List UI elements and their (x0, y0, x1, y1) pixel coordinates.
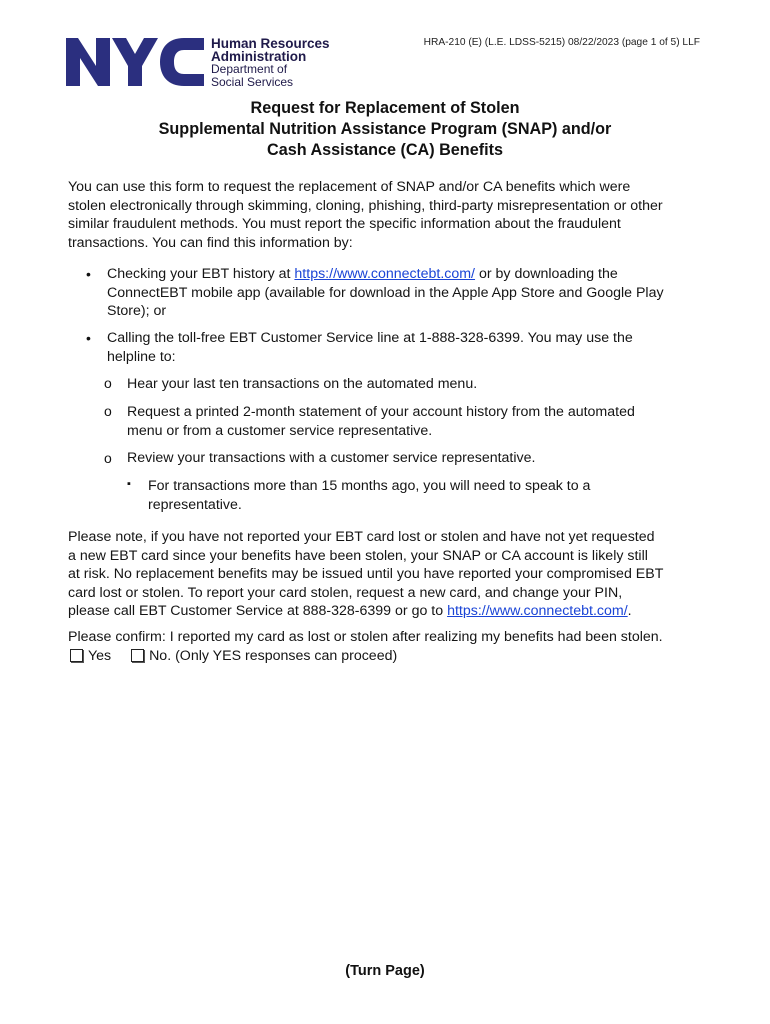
page-title (0, 98, 770, 161)
subsub-line-1: For transactions more than 15 months ago, you will need to speak to a (148, 478, 591, 494)
agency-line-1: Human Resources (211, 36, 330, 51)
sub-1-marker: o (104, 375, 112, 391)
sub-item-3: Review your transactions with a customer service representative. (127, 450, 536, 466)
bullet-1-text: Checking your EBT history at (107, 266, 295, 282)
dept-line-1: Department of (211, 62, 288, 76)
no-checkbox[interactable] (131, 649, 144, 662)
sub-2-marker: o (104, 403, 112, 419)
turn-page-label: (Turn Page) (345, 963, 425, 979)
connectebt-link[interactable]: https://www.connectebt.com/ (294, 266, 476, 282)
bullet-1-marker: • (86, 266, 91, 282)
form-code: HRA-210 (E) (L.E. LDSS-5215) 08/22/2023 (page 1 of 5) LLF (423, 37, 700, 48)
nyc-logo-mark (66, 34, 206, 90)
note-line-2: a new EBT card since your benefits have been stolen, your SNAP or CA account is likely still (68, 547, 648, 564)
sub-item-2-line-1: Request a printed 2-month statement of your account history from the automated (127, 404, 635, 420)
intro-paragraph (68, 178, 718, 252)
bullet-1-line-3: Store); or (107, 303, 167, 319)
bullet-1 (107, 265, 727, 321)
subsub-item (148, 477, 728, 514)
confirm-question: Please confirm: I reported my card as lost or stolen after realizing my benefits had been stolen. (68, 629, 663, 645)
bullet-2-line-2: helpline to: (107, 348, 176, 365)
note-line-3: at risk. No replacement benefits may be issued until you have reported your compromised EBT (68, 566, 664, 582)
confirm-options (70, 647, 670, 666)
note-line-1: Please note, if you have not reported your EBT card lost or stolen and have not yet requested (68, 529, 655, 545)
note-paragraph (68, 528, 728, 621)
subsub-marker: ▪ (127, 478, 131, 490)
intro-line-2: stolen electronically through skimming, cloning, phishing, third-party misrepresentation or other (68, 197, 663, 214)
note-line-5 (68, 602, 728, 621)
yes-checkbox[interactable] (70, 649, 83, 662)
intro-line-1: You can use this form to request the replacement of SNAP and/or CA benefits which were (68, 179, 631, 195)
bullet-1-line-1 (107, 265, 727, 284)
title-line-1: Request for Replacement of Stolen (250, 99, 520, 117)
sub-item-2-line-2: menu or from a customer service representative. (127, 422, 433, 439)
yes-label: Yes (88, 648, 112, 664)
bullet-1-line-2: ConnectEBT mobile app (available for download in the Apple App Store and Google Play (107, 284, 664, 301)
connectebt-link-2[interactable]: https://www.connectebt.com/ (447, 603, 628, 619)
intro-line-4: transactions. You can find this information by: (68, 234, 353, 251)
title-line-2: Supplemental Nutrition Assistance Program (SNAP) and/or (158, 120, 612, 138)
note-line-5-text: please call EBT Customer Service at 888-328-6399 or go to (68, 603, 448, 619)
bullet-2-line-1: Calling the toll-free EBT Customer Service line at 1-888-328-6399. You may use the (107, 330, 633, 346)
subsub-line-2: representative. (148, 496, 242, 513)
bullet-1-text-end: or by downloading the (475, 266, 618, 282)
dept-line-2: Social Services (211, 75, 294, 89)
no-label: No. (Only YES responses can proceed) (149, 648, 398, 664)
note-line-5-end: . (627, 603, 632, 619)
title-line-3: Cash Assistance (CA) Benefits (267, 141, 503, 159)
agency-name (211, 37, 330, 89)
sub-item-1: Hear your last ten transactions on the automated menu. (127, 376, 478, 392)
sub-3-marker: o (104, 450, 112, 466)
intro-line-3: similar fraudulent methods. You must report the specific information about the fraudulent (68, 216, 621, 232)
bullet-2-marker: • (86, 330, 91, 346)
sub-item-2 (127, 403, 727, 440)
bullet-2 (107, 329, 727, 366)
agency-line-2: Administration (211, 49, 307, 64)
note-line-4: card lost or stolen. To report your card stolen, request a new card, and change your PIN, (68, 584, 623, 601)
